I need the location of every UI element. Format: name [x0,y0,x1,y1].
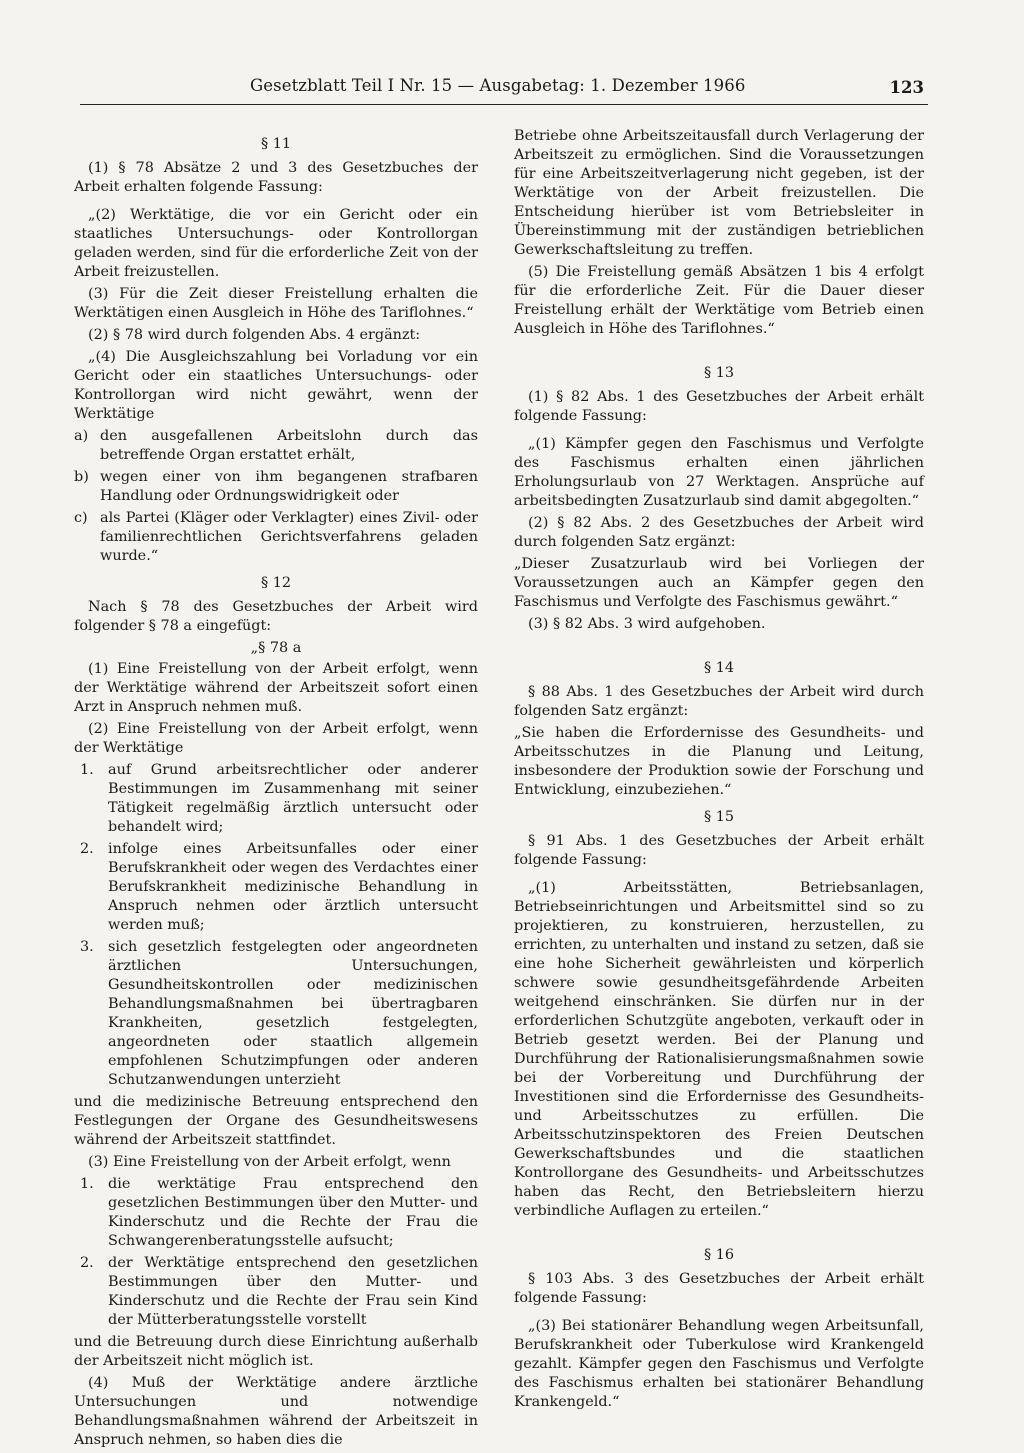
list-text: wegen einer von ihm begangenen strafbaren Handlung oder Ordnungswidrigkeit oder [100,469,478,504]
list-item [74,509,478,566]
section-heading-15: § 15 [703,809,735,825]
list-marker: 2. [80,841,94,857]
list-item [74,468,478,506]
paragraph: und die medizinische Betreuung entsprechend den Festlegungen der Organe des Gesundheitswesens während der Arbeitszeit stattfindet. [74,1094,478,1148]
paragraph: § 88 Abs. 1 des Gesetzbuches der Arbeit wird durch folgenden Satz ergänzt: [514,684,924,719]
quoted-paragraph: (3) Für die Zeit dieser Freistellung erhalten die Werktätigen einen Ausgleich in Höhe des Tariflohnes.“ [74,286,478,321]
paragraph: (2) § 78 wird durch folgenden Abs. 4 ergänzt: [88,327,421,343]
list-marker: a) [74,428,89,444]
list-marker: 2. [80,1255,94,1271]
list-item [74,427,478,465]
list-item [74,761,478,837]
quoted-paragraph: „(1) Kämpfer gegen den Faschismus und Verfolgte des Faschismus erhalten einen jährlichen Erholungsurlaub von 27 Werktagen. Ansprüche auf arbeitsbedingten Zusatzurlaub sind damit abgegolten.“ [514,436,924,509]
list-marker: c) [74,510,88,526]
paragraph: (3) Eine Freistellung von der Arbeit erfolgt, wenn [88,1154,451,1170]
paragraph: (1) Eine Freistellung von der Arbeit erfolgt, wenn der Werktätige während der Arbeitszeit sofort einen Arzt in Anspruch nehmen muß. [74,661,478,715]
list-item [74,840,478,935]
section-heading-78a: „§ 78 a [250,640,302,656]
running-head: Gesetzblatt Teil I Nr. 15 — Ausgabetag: 1. Dezember 1966 [250,76,746,95]
section-heading-14: § 14 [703,660,735,676]
quoted-paragraph: „(4) Die Ausgleichszahlung bei Vorladung vor ein Gericht oder ein staatliches Untersuchungs- oder Kontrollorgan wird nicht gewährt, wenn der Werktätige [74,349,478,422]
list-text: den ausgefallenen Arbeitslohn durch das betreffende Organ erstattet erhält, [100,428,478,463]
list-text: sich gesetzlich festgelegten oder angeordneten ärztlichen Untersuchungen, Gesundheitskontrollen oder medizinischen Behandlungsmaßnahmen bei übertragbaren Krankheiten, gesetzlich festgelegten, angeordneten oder staatlich allgemein empfohlenen Schutzimpfungen oder anderen Schutzanwendungen unterzieht [108,939,478,1088]
list-item [74,1175,478,1251]
paragraph: Nach § 78 des Gesetzbuches der Arbeit wird folgender § 78 a eingefügt: [74,599,478,634]
list-text: der Werktätige entsprechend den gesetzlichen Bestimmungen über den Mutter- und Kinderschutz und die Rechte der Frau sein Kind der Mütterberatungsstelle vorstellt [108,1255,478,1328]
list-marker: 1. [80,762,94,778]
paragraph: (2) § 82 Abs. 2 des Gesetzbuches der Arbeit wird durch folgenden Satz ergänzt: [514,515,924,550]
quoted-paragraph: „(2) Werktätige, die vor ein Gericht oder ein staatliches Untersuchungs- oder Kontrollorgan geladen werden, sind für die erforderliche Zeit von der Arbeit freizustellen. [74,207,478,280]
section-heading-13: § 13 [703,365,735,381]
paragraph: und die Betreuung durch diese Einrichtung außerhalb der Arbeitszeit nicht möglich ist. [74,1334,478,1369]
quoted-paragraph: „(1) Arbeitsstätten, Betriebsanlagen, Betriebseinrichtungen und Arbeitsmittel sind so zu projektieren, zu konstruieren, herzustellen, zu errichten, zu unterhalten und instand zu setzen, daß sie eine hohe Sicherheit gewährleisten und körperlich schwere sowie gesundheitsgefährdende Arbeiten weitgehend einschränken. Sie dürfen nur in der erforderlichen Schutzgüte angeboten, verkauft oder in Betrieb gesetzt werden. Bei der Planung und Durchführung der Rationalisierungsmaßnahmen sowie bei der Vorbereitung und Durchführung der Investitionen sind die Erfordernisse des Gesundheits- und Arbeitsschutzes zu erfüllen. Die Arbeitsschutzinspektoren des Freien Deutschen Gewerkschaftsbundes und die staatlichen Kontrollorgane des Gesundheits- und Arbeitsschutzes haben das Recht, den Betriebsleitern hierzu verbindliche Auflagen zu erteilen.“ [514,880,924,1219]
list-text: auf Grund arbeitsrechtlicher oder anderer Bestimmungen im Zusammenhang mit seiner Tätigkeit regelmäßig ärztlich untersucht oder behandelt wird; [108,762,478,835]
paragraph: (1) § 82 Abs. 1 des Gesetzbuches der Arbeit erhält folgende Fassung: [514,389,924,424]
list-item [74,1254,478,1330]
left-column [74,127,478,1453]
list-marker: 1. [80,1176,94,1192]
section-heading-16: § 16 [703,1247,735,1263]
paragraph: (5) Die Freistellung gemäß Absätzen 1 bis 4 erfolgt für die erforderliche Zeit. Für die Dauer dieser Freistellung erhält der Werktätige vom Betrieb einen Ausgleich in Höhe des Tariflohnes.“ [514,264,924,337]
paragraph: § 103 Abs. 3 des Gesetzbuches der Arbeit erhält folgende Fassung: [514,1271,924,1306]
list-text: als Partei (Kläger oder Verklagter) eines Zivil- oder familienrechtlichen Gerichtsverfahrens geladen wurde.“ [100,510,478,564]
list-marker: 3. [80,939,94,955]
section-heading-12: § 12 [260,575,292,591]
quoted-paragraph: „Dieser Zusatzurlaub wird bei Vorliegen der Voraussetzungen auch an Kämpfer gegen den Faschismus und Verfolgte des Faschismus gewährt.“ [514,556,924,610]
page-number: 123 [889,78,924,97]
right-column [514,127,924,1415]
paragraph: (4) Muß der Werktätige andere ärztliche Untersuchungen und notwendige Behandlungsmaßnahmen während der Arbeitszeit in Anspruch nehmen, so haben dies die [74,1375,478,1448]
list-marker: b) [74,469,89,485]
list-text: die werktätige Frau entsprechend den gesetzlichen Bestimmungen über den Mutter- und Kinderschutz und die Rechte der Frau die Schwangerenberatungsstelle aufsucht; [108,1176,478,1249]
paragraph: (2) Eine Freistellung von der Arbeit erfolgt, wenn der Werktätige [74,721,478,756]
paragraph: Betriebe ohne Arbeitszeitausfall durch Verlagerung der Arbeitszeit zu ermöglichen. Sind die Voraussetzungen für eine Arbeitszeitverlagerung nicht gegeben, ist der Werktätige von der Arbeit freizustellen. Die Entscheidung hierüber ist vom Betriebsleiter in Übereinstimmung mit der zuständigen betrieblichen Gewerkschaftsleitung zu treffen. [514,128,924,258]
quoted-paragraph: „Sie haben die Erfordernisse des Gesundheits- und Arbeitsschutzes in die Planung und Leitung, insbesondere der Produktion sowie der Forschung und Entwicklung, einzubeziehen.“ [514,725,924,798]
paragraph: (3) § 82 Abs. 3 wird aufgehoben. [528,616,766,632]
list-item [74,938,478,1090]
quoted-paragraph: „(3) Bei stationärer Behandlung wegen Arbeitsunfall, Berufskrankheit oder Tuberkulose wird Krankengeld gezahlt. Kämpfer gegen den Faschismus und Verfolgte des Faschismus erhalten bei stationärer Behandlung Krankengeld.“ [514,1318,924,1410]
list-text: infolge eines Arbeitsunfalles oder einer Berufskrankheit oder wegen des Verdachtes einer Berufskrankheit medizinische Behandlung in Anspruch nehmen oder ärztlich untersucht werden muß; [108,841,478,933]
page-header [80,74,928,105]
paragraph: § 91 Abs. 1 des Gesetzbuches der Arbeit erhält folgende Fassung: [514,833,924,868]
section-heading-11: § 11 [260,136,292,152]
paragraph: (1) § 78 Absätze 2 und 3 des Gesetzbuches der Arbeit erhalten folgende Fassung: [74,160,478,195]
